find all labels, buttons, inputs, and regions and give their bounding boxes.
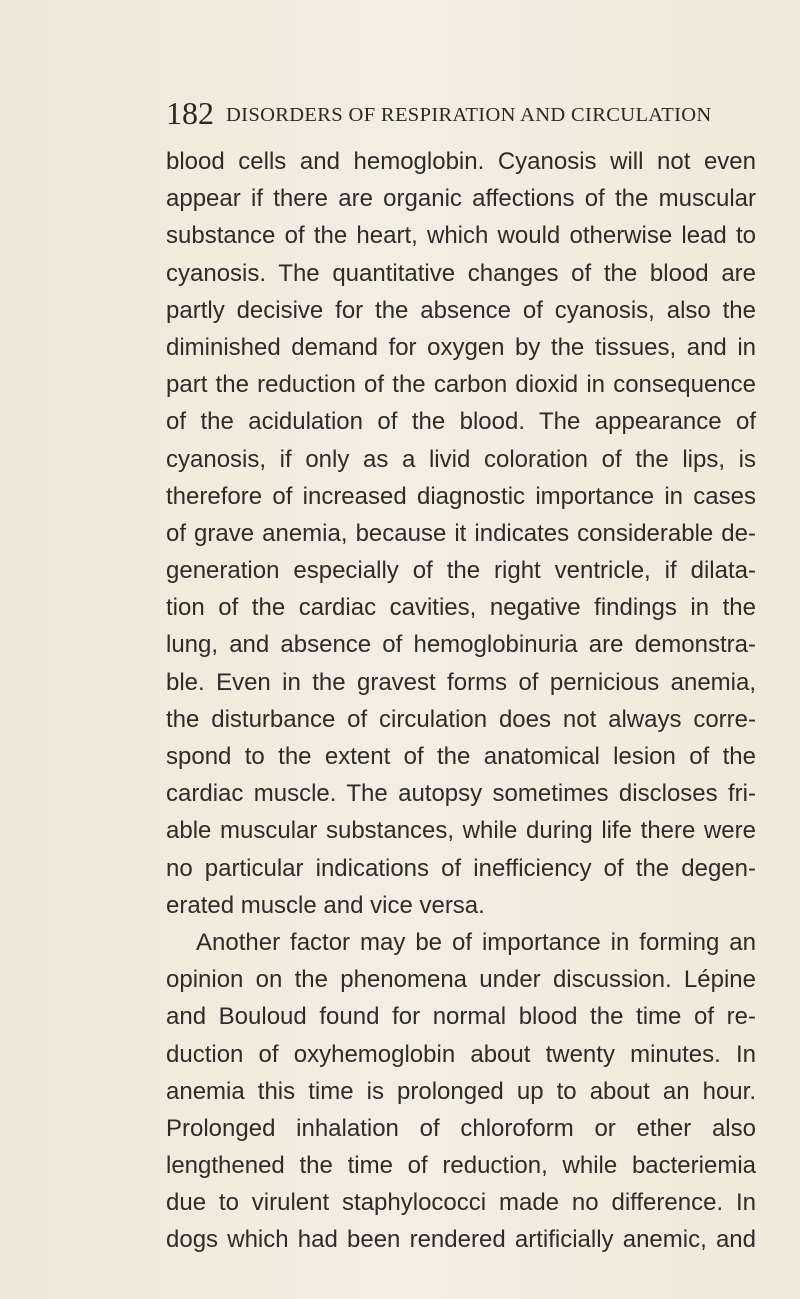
text-line: partly decisive for the absence of cyanosis, also the xyxy=(166,296,756,324)
text-line: therefore of increased diagnostic importance in cases xyxy=(166,482,756,510)
text-line: part the reduction of the carbon dioxid in consequence xyxy=(166,371,756,399)
text-line: lengthened the time of reduction, while bacteriemia xyxy=(166,1152,756,1180)
text-line: cyanosis. The quantitative changes of the blood are xyxy=(166,259,756,287)
text-line: generation especially of the right ventricle, if dilata- xyxy=(166,557,756,585)
text-line: ble. Even in the gravest forms of pernicious anemia, xyxy=(166,668,756,696)
text-line: and Bouloud found for normal blood the time of re- xyxy=(166,1003,756,1031)
text-line: able muscular substances, while during life there were xyxy=(166,817,756,845)
text-line: blood cells and hemoglobin. Cyanosis will not even xyxy=(166,148,756,175)
text-line: no particular indications of inefficiency of the degen- xyxy=(166,854,756,882)
text-line: substance of the heart, which would otherwise lead to xyxy=(166,222,756,250)
text-line: tion of the cardiac cavities, negative findings in the xyxy=(166,594,756,622)
text-line: duction of oxyhemoglobin about twenty minutes. In xyxy=(166,1040,756,1068)
text-line: spond to the extent of the anatomical lesion of the xyxy=(166,743,756,770)
running-head-title: DISORDERS OF RESPIRATION AND CIRCULATION xyxy=(226,104,712,126)
text-line: anemia this time is prolonged up to about an hour. xyxy=(166,1077,756,1105)
text-line: lung, and absence of hemoglobinuria are demonstra- xyxy=(166,631,756,659)
page-number: 182 xyxy=(166,95,214,131)
text-line: cardiac muscle. The autopsy sometimes discloses fri- xyxy=(166,780,756,808)
text-line: appear if there are organic affections of the muscular xyxy=(166,185,756,213)
text-line: Prolonged inhalation of chloroform or ether also xyxy=(166,1114,756,1142)
text-line: cyanosis, if only as a livid coloration of the lips, is xyxy=(166,445,756,473)
paragraph-1 xyxy=(166,143,756,924)
text-line: of grave anemia, because it indicates considerable de- xyxy=(166,519,756,547)
text-line: the disturbance of circulation does not always corre- xyxy=(166,705,756,733)
paragraph-2 xyxy=(166,924,756,1259)
text-line: erated muscle and vice versa. xyxy=(166,891,485,919)
text-line: of the acidulation of the blood. The appearance of xyxy=(166,408,756,436)
text-line: Another factor may be of importance in forming an xyxy=(196,928,756,956)
text-line: opinion on the phenomena under discussion. Lépine xyxy=(166,966,756,994)
text-line: due to virulent staphylococci made no difference. In xyxy=(166,1189,756,1217)
body-text xyxy=(166,143,756,1259)
text-line: dogs which had been rendered artificially anemic, and xyxy=(166,1226,756,1254)
text-line: diminished demand for oxygen by the tissues, and in xyxy=(166,333,756,361)
